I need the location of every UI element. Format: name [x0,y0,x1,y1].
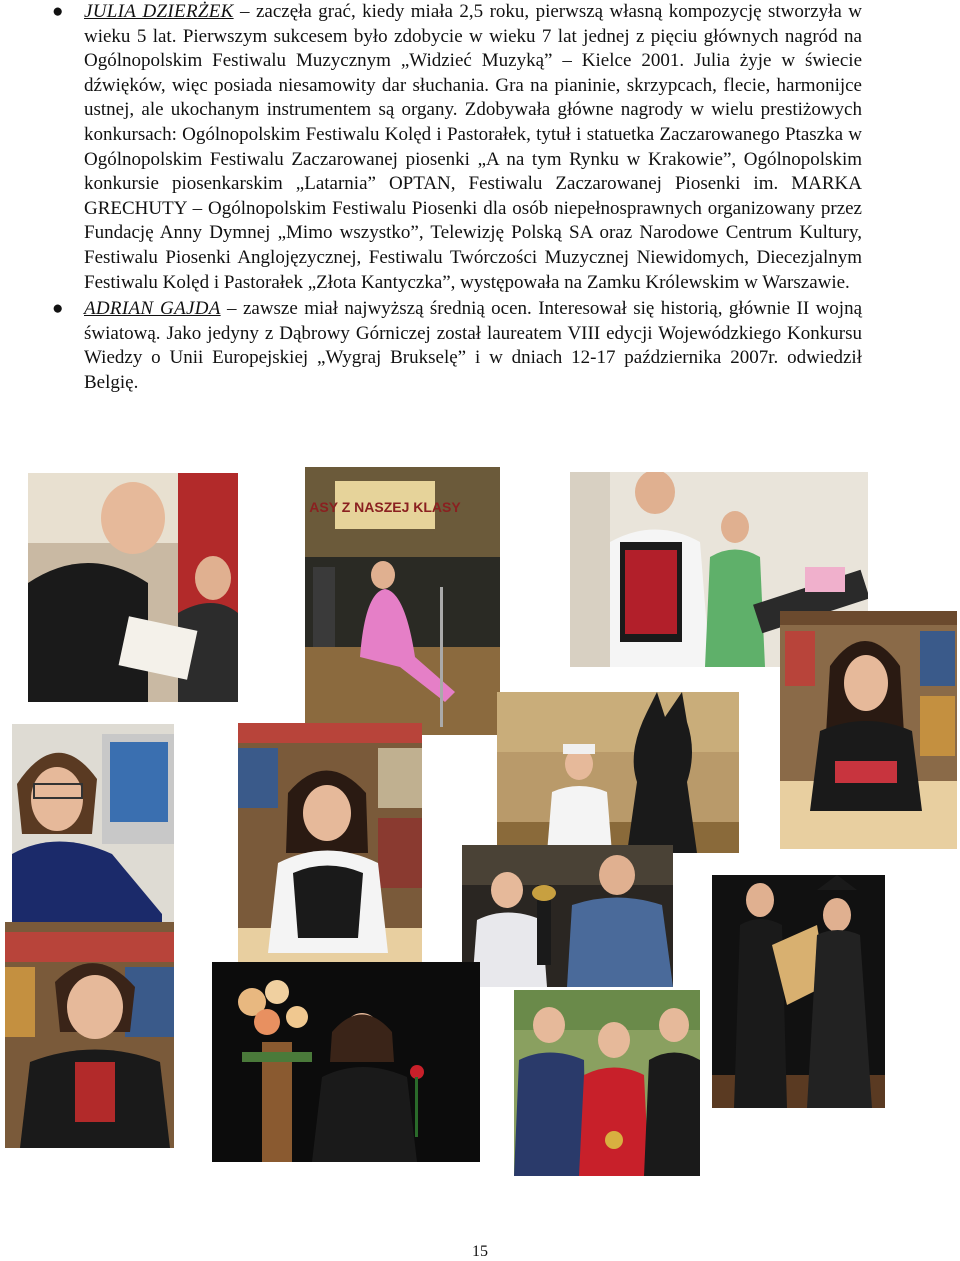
photo-girl-library [780,611,957,849]
photo-boy-library [5,922,174,1148]
photo-girl-computer [12,724,174,944]
person-name: ADRIAN GAJDA [84,298,221,320]
person-name: JULIA DZIERŻEK [84,1,234,22]
person-description: – zaczęła grać, kiedy miała 2,5 roku, pierwszą własną kompozycję stworzyła w wieku 5 lat. Pierwszym sukcesem było zdobycie w wieku 7 lat jednej z pięciu głównych nagród na Ogólnopolskim Festiwalu Muzycznym „Widzieć Muzyką” – Kielce 2001. Julia żyje w świecie dźwięków, więc posiada niesamowity dar słuchania. Gra na pianinie, skrzypcach, flecie, harmonijce ustnej, ale ukochanym instrumentem są organy. Zdobywała główne nagrody w wielu prestiżowych konkursach: Ogólnopolskim Festiwalu Kolęd i Pastorałek, tytuł i statuetka Zaczarowanego Ptaszka w Ogólnopolskim Festiwalu Zaczarowanej piosenki „A na tym Rynku w Krakowie”, Ogólnopolskim konkursie piosenkarskim „Latarnia” OPTAN, Festiwalu Zaczarowanej Piosenki im. MARKA GRECHUTY – Ogólnopolskim Festiwalu Piosenki dla osób niepełnosprawnych organizowany przez Fundację Anny Dymnej „Mimo wszystko”, Telewizję Polską SA oraz Narodowe Centrum Kultury, Festiwalu Piosenki Anglojęzycznej, Festiwalu Twórczości Muzycznej Niewidomych, Diecezjalnym Festiwalu Kolęd i Pastorałek „Złota Kantyczka”, występowała na Zamku Królewskim w Warszawie. [84,1,862,293]
person-description: – zawsze miał najwyższą średnią ocen. Interesował się historią, głównie II wojną światową. Jako jedyny z Dąbrowy Górniczej został laureatem VIII edycji Wojewódzkiego Konkursu Wiedzy o Unii Europejskiej „Wygraj Brukselę” i w dniach 12-17 października 2007r. odwiedził Belgię. [84,298,862,393]
photo-girl-vest [238,723,422,969]
stage-banner-text: ASY Z NASZEJ KLASY [309,499,461,515]
photo-singer-flowers [212,962,480,1162]
photo-trophy [462,845,673,987]
list-item [50,0,862,295]
photo-group-medal [514,990,700,1176]
bullet: ● [52,1,64,22]
page-number: 15 [472,1243,488,1260]
photo-award-ceremony [28,473,238,702]
list-item [50,297,862,395]
photo-two-girls-stage [712,875,885,1108]
photo-statue [497,692,739,853]
text-block [50,0,862,396]
photo-stage-performer [305,467,500,735]
bullet: ● [52,298,64,320]
